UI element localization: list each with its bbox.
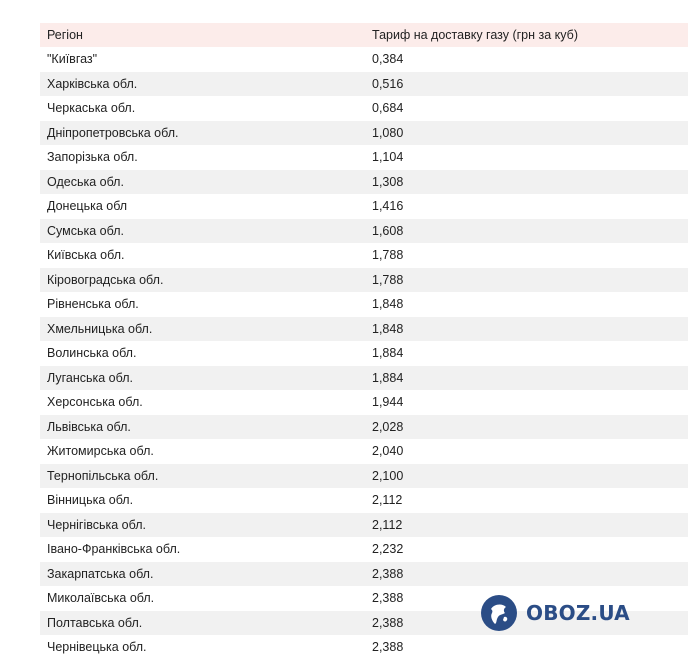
- cell-tariff: 2,388: [372, 591, 404, 606]
- cell-tariff: 2,112: [372, 493, 403, 508]
- table-row: [40, 415, 688, 440]
- cell-region: Житомирська обл.: [47, 444, 154, 459]
- cell-region: Вінницька обл.: [47, 493, 134, 508]
- globe-logo-icon: [480, 594, 518, 632]
- cell-tariff: 1,080: [372, 125, 404, 140]
- cell-tariff: 1,884: [372, 346, 404, 361]
- cell-region: "Київгаз": [47, 52, 98, 67]
- cell-region: Черкаська обл.: [47, 101, 136, 116]
- cell-tariff: 1,944: [372, 395, 404, 410]
- cell-tariff: 2,388: [372, 566, 404, 581]
- cell-region: Волинська обл.: [47, 346, 137, 361]
- cell-region: Херсонська обл.: [47, 395, 143, 410]
- cell-region: Тернопільська обл.: [47, 468, 159, 483]
- cell-tariff: 1,608: [372, 223, 404, 238]
- cell-region: Полтавська обл.: [47, 615, 143, 630]
- cell-region: Сумська обл.: [47, 223, 124, 238]
- table-row: [40, 170, 688, 195]
- cell-region: Київська обл.: [47, 248, 125, 263]
- table-body: [40, 47, 688, 660]
- tariff-table: [40, 23, 688, 660]
- cell-tariff: 1,884: [372, 370, 404, 385]
- table-header-row: [40, 23, 688, 47]
- cell-tariff: 1,848: [372, 321, 404, 336]
- table-row: [40, 219, 688, 244]
- table-row: [40, 464, 688, 489]
- header-region: Регіон: [47, 28, 83, 42]
- cell-tariff: 1,848: [372, 297, 404, 312]
- cell-tariff: 0,516: [372, 76, 404, 91]
- cell-region: Миколаївська обл.: [47, 591, 155, 606]
- cell-region: Івано-Франківська обл.: [47, 542, 181, 557]
- cell-region: Харківська обл.: [47, 76, 138, 91]
- table-row: [40, 194, 688, 219]
- cell-tariff: 1,104: [372, 150, 404, 165]
- cell-tariff: 2,100: [372, 468, 404, 483]
- table-row: [40, 635, 688, 660]
- table-row: [40, 341, 688, 366]
- cell-tariff: 2,028: [372, 419, 404, 434]
- cell-tariff: 1,788: [372, 248, 404, 263]
- cell-region: Одеська обл.: [47, 174, 124, 189]
- table-row: [40, 72, 688, 97]
- header-tariff: Тариф на доставку газу (грн за куб): [372, 28, 578, 42]
- table-row: [40, 243, 688, 268]
- cell-tariff: 2,388: [372, 615, 404, 630]
- cell-region: Дніпропетровська обл.: [47, 125, 179, 140]
- cell-region: Львівська обл.: [47, 419, 131, 434]
- cell-tariff: 1,416: [372, 199, 404, 214]
- cell-region: Кіровоградська обл.: [47, 272, 164, 287]
- table-row: [40, 366, 688, 391]
- cell-tariff: 1,788: [372, 272, 404, 287]
- table-row: [40, 47, 688, 72]
- table-row: [40, 390, 688, 415]
- cell-tariff: 0,684: [372, 101, 404, 116]
- cell-region: Рівненська обл.: [47, 297, 139, 312]
- cell-region: Запорізька обл.: [47, 150, 138, 165]
- table-row: [40, 537, 688, 562]
- cell-tariff: 2,112: [372, 517, 403, 532]
- cell-region: Чернігівська обл.: [47, 517, 146, 532]
- cell-region: Луганська обл.: [47, 370, 133, 385]
- cell-region: Донецька обл: [47, 199, 128, 214]
- table-row: [40, 268, 688, 293]
- cell-region: Хмельницька обл.: [47, 321, 153, 336]
- cell-tariff: 2,040: [372, 444, 404, 459]
- table-row: [40, 96, 688, 121]
- table-row: [40, 121, 688, 146]
- cell-tariff: 2,232: [372, 542, 404, 557]
- oboz-watermark: [480, 594, 630, 632]
- table-row: [40, 439, 688, 464]
- watermark-text: OBOZ.UA: [526, 601, 630, 625]
- table-row: [40, 292, 688, 317]
- cell-tariff: 0,384: [372, 52, 404, 67]
- cell-tariff: 1,308: [372, 174, 404, 189]
- cell-tariff: 2,388: [372, 640, 404, 655]
- table-row: [40, 513, 688, 538]
- table-row: [40, 317, 688, 342]
- table-row: [40, 488, 688, 513]
- cell-region: Закарпатська обл.: [47, 566, 154, 581]
- cell-region: Чернівецька обл.: [47, 640, 147, 655]
- table-row: [40, 145, 688, 170]
- table-row: [40, 562, 688, 587]
